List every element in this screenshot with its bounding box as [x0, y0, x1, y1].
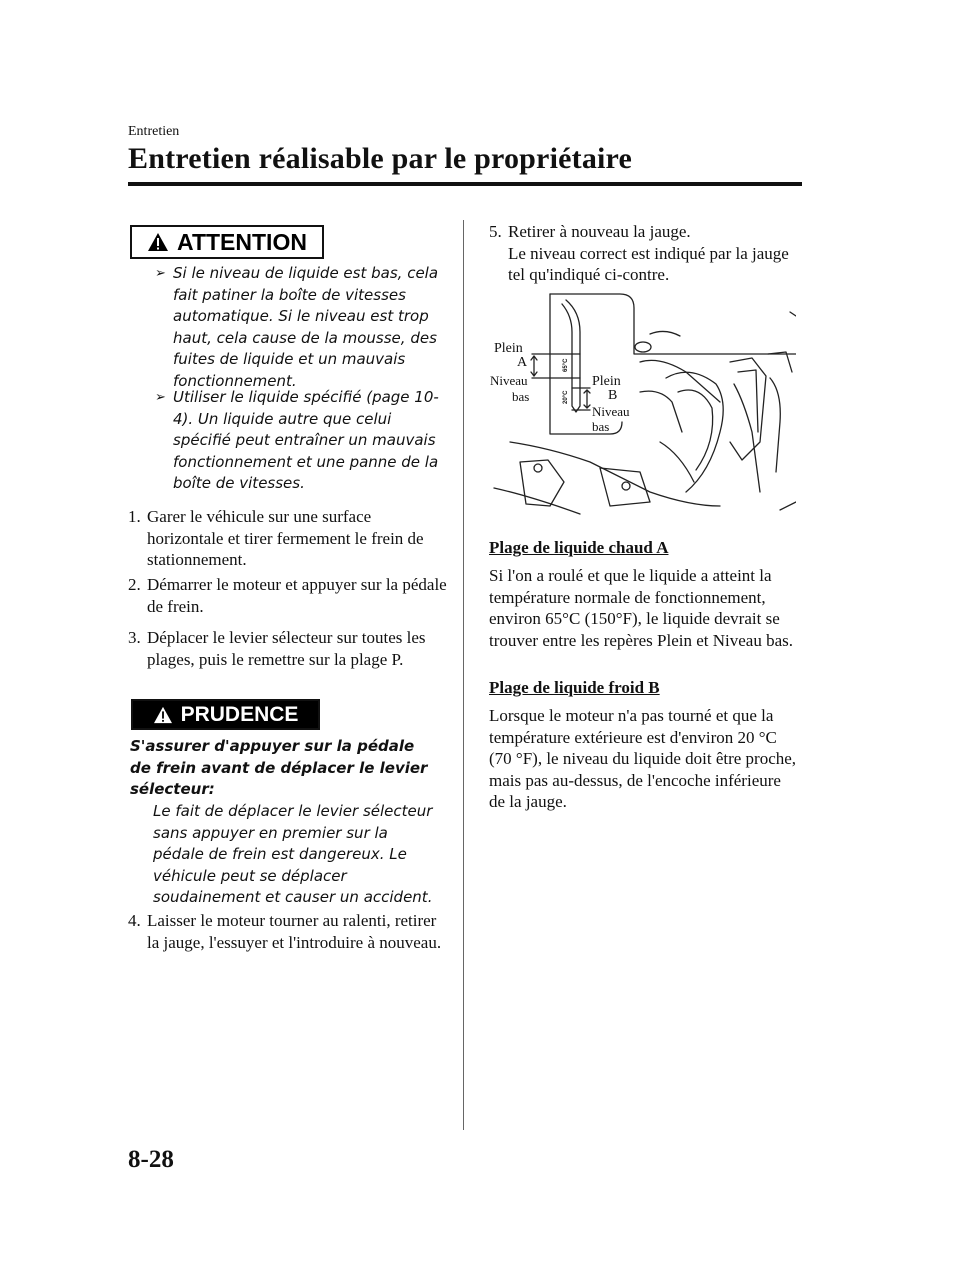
prudence-lead: S'assurer d'appuyer sur la pédale de frein avant de déplacer le levier sélecteur: [130, 737, 428, 798]
label-niveau-a: Niveau [490, 373, 528, 388]
step-item: 3. Déplacer le levier sélecteur sur toutes les plages, puis le remettre sur la plage P. [128, 628, 426, 669]
page-number: 8-28 [128, 1146, 174, 1173]
attention-label: ATTENTION [177, 228, 307, 255]
cold-range-heading: Plage de liquide froid B [489, 678, 660, 697]
page-title: Entretien réalisable par le propriétaire [128, 142, 633, 175]
attention-item: ➢ Utiliser le liquide spécifié (page 10-4). Un liquide autre que celui spécifié peut entraîner un mauvais fonctionnement et une panne de la boîte de vitesses. [155, 388, 439, 492]
attention-badge [130, 225, 324, 259]
engine-drawing [490, 292, 796, 522]
hot-range-heading: Plage de liquide chaud A [489, 538, 669, 557]
dipstick-illustration [490, 292, 796, 522]
prudence-badge [131, 699, 320, 730]
step-item: 2. Démarrer le moteur et appuyer sur la pédale de frein. [128, 575, 447, 616]
arrow-bullet-icon: ➢ [155, 266, 166, 281]
temp-hot-mark: 65°C [563, 358, 569, 372]
section-label: Entretien [128, 124, 180, 139]
prudence-body: Le fait de déplacer le levier sélecteur sans appuyer en premier sur la pédale de frein est dangereux. Le véhicule peut se déplacer soudainement et causer un accident. [153, 802, 433, 906]
label-bas-b: bas [592, 419, 610, 434]
temp-cold-mark: 20°C [563, 390, 569, 404]
label-plein-a: Plein [494, 341, 523, 356]
warning-icon [153, 706, 173, 724]
step-item: 4. Laisser le moteur tourner au ralenti, retirer la jauge, l'essuyer et l'introduire à nouveau. [128, 911, 442, 952]
label-a: A [517, 355, 528, 370]
cold-range-text: Lorsque le moteur n'a pas tourné et que la température extérieure est d'environ 20 °C (70 °F), le niveau du liquide doit être proche, mais pas au-dessus, de l'encoche inférieure de la jauge. [489, 706, 797, 811]
label-niveau-b: Niveau [592, 404, 630, 419]
attention-item: ➢ Si le niveau de liquide est bas, cela fait patiner la boîte de vitesses automatique. Si le niveau est trop haut, cela cause de la mousse, des fuites de liquide et un mauvais fonctionnement. [155, 264, 439, 390]
title-rule [128, 182, 802, 186]
label-plein-b: Plein [592, 374, 621, 389]
column-divider [463, 220, 464, 1130]
label-b: B [608, 388, 618, 403]
step-item: 5. Retirer à nouveau la jauge. Le niveau correct est indiqué par la jauge tel qu'indiqué ci-contre. [489, 222, 789, 284]
prudence-label: PRUDENCE [180, 702, 299, 726]
step-item: 1. Garer le véhicule sur une surface horizontale et tirer fermement le frein de stationnement. [128, 507, 424, 569]
hot-range-text: Si l'on a roulé et que le liquide a atteint la température normale de fonctionnement, environ 65°C (150°F), le liquide devrait se trouver entre les repères Plein et Niveau bas. [489, 566, 793, 650]
label-bas-a: bas [512, 389, 530, 404]
arrow-bullet-icon: ➢ [155, 390, 166, 405]
warning-icon [147, 232, 169, 252]
